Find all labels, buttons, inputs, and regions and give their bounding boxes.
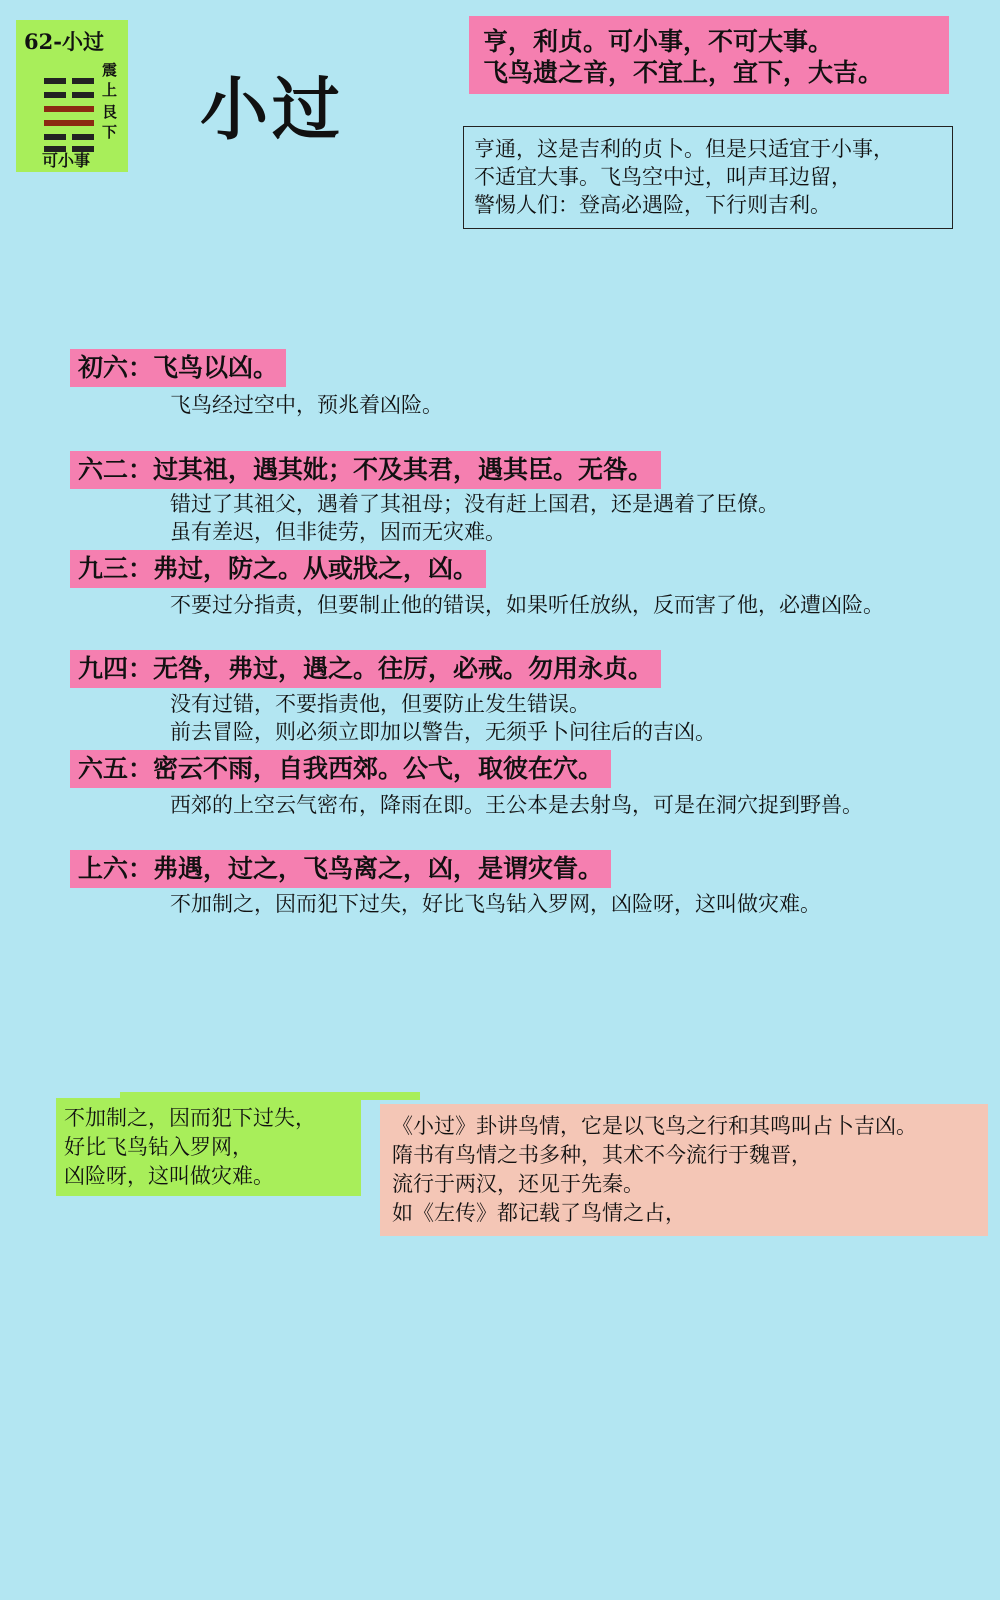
- line-statement-6: 上六：弗遇，过之，飞鸟离之，凶，是谓灾眚。: [70, 850, 611, 888]
- line-explanation-1: [170, 391, 443, 419]
- note-line: 不加制之，因而犯下过失，: [64, 1106, 316, 1130]
- explanation-text: 没有过错，不要指责他，但要防止发生错误。: [170, 692, 590, 716]
- note-line: 流行于两汉，还见于先秦。: [392, 1172, 644, 1196]
- line-statement-2: 六二：过其祖，遇其妣；不及其君，遇其臣。无咎。: [70, 451, 661, 489]
- explanation-text: 飞鸟经过空中，预兆着凶险。: [170, 393, 443, 417]
- hexagram-badge: [16, 20, 128, 172]
- green-note: [56, 1098, 361, 1196]
- explanation-text: 不加制之，因而犯下过失，好比飞鸟钻入罗网，凶险呀，这叫做灾难。: [170, 892, 821, 916]
- yin-line-right: [72, 92, 94, 98]
- note-line: 凶险呀，这叫做灾难。: [64, 1164, 274, 1188]
- yin-line-left: [44, 92, 66, 98]
- translation-line: 亨通，这是吉利的贞卜。但是只适宜于小事，: [474, 137, 894, 161]
- line-explanation-2: [170, 490, 779, 546]
- yin-line-right: [72, 78, 94, 84]
- translation-line: 警惕人们：登高必遇险，下行则吉利。: [474, 193, 831, 217]
- judgment-line: 飞鸟遗之音，不宜上，宜下，大吉。: [483, 58, 884, 87]
- page-title: 小过: [200, 71, 345, 150]
- upper-trigram-label: 震上: [102, 61, 118, 99]
- line-explanation-5: [170, 791, 863, 819]
- yin-line-left: [44, 134, 66, 140]
- commentary-note: [380, 1104, 988, 1236]
- note-line: 隋书有鸟情之书多种，其术不今流行于魏晋，: [392, 1143, 812, 1167]
- judgment-box: [469, 16, 949, 94]
- line-explanation-4: [170, 690, 716, 746]
- judgment-translation-box: [463, 126, 953, 229]
- line-explanation-3: [170, 591, 884, 619]
- line-statement-3: 九三：弗过，防之。从或戕之，凶。: [70, 550, 486, 588]
- hexagram-number-title: 62-小过: [24, 29, 104, 54]
- explanation-text: 西郊的上空云气密布，降雨在即。王公本是去射鸟，可是在洞穴捉到野兽。: [170, 793, 863, 817]
- line-statement-4: 九四：无咎，弗过，遇之。往厉，必戒。勿用永贞。: [70, 650, 661, 688]
- yin-line-right: [72, 134, 94, 140]
- line-statement-1: 初六：飞鸟以凶。: [70, 349, 286, 387]
- yin-line-left: [44, 78, 66, 84]
- note-line: 如《左传》都记载了鸟情之占，: [392, 1201, 686, 1225]
- explanation-text: 错过了其祖父，遇着了其祖母；没有赶上国君，还是遇着了臣僚。: [170, 492, 779, 516]
- explanation-text: 不要过分指责，但要制止他的错误，如果听任放纵，反而害了他，必遭凶险。: [170, 593, 884, 617]
- explanation-text: 前去冒险，则必须立即加以警告，无须乎卜问往后的吉凶。: [170, 720, 716, 744]
- explanation-text: 虽有差迟，但非徒劳，因而无灾难。: [170, 520, 506, 544]
- note-line: 《小过》卦讲鸟情，它是以飞鸟之行和其鸣叫占卜吉凶。: [392, 1114, 917, 1138]
- translation-line: 不适宜大事。飞鸟空中过，叫声耳边留，: [474, 165, 852, 189]
- note-line: 好比飞鸟钻入罗网，: [64, 1135, 253, 1159]
- line-statement-5: 六五：密云不雨，自我西郊。公弋，取彼在穴。: [70, 750, 611, 788]
- judgment-line: 亨，利贞。可小事，不可大事。: [483, 27, 834, 56]
- line-explanation-6: [170, 890, 821, 918]
- badge-footer: 可小事: [42, 151, 91, 170]
- lower-trigram-label: 艮下: [102, 103, 118, 141]
- yang-line: [44, 120, 94, 126]
- yang-line: [44, 106, 94, 112]
